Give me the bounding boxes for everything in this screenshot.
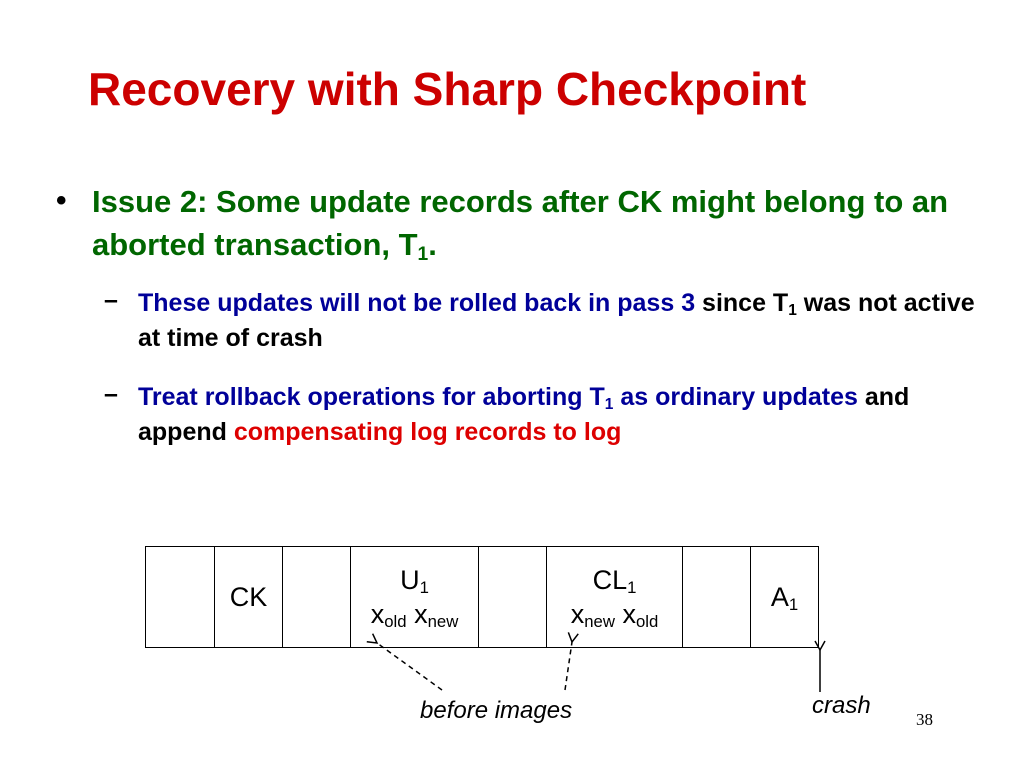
bullet-text-end: .	[428, 227, 437, 262]
update-value-2: x	[414, 599, 428, 629]
before-images-label: before images	[420, 697, 573, 724]
bullet-marker: •	[56, 184, 67, 217]
subbullet-2-blue-text-end: as ordinary updates	[613, 383, 858, 411]
bullet-text-main: Issue 2: Some update records after CK might belong to an aborted transaction, T	[92, 184, 949, 262]
update-value-1-subscript: old	[384, 612, 407, 632]
update-record-subscript: 1	[419, 578, 429, 598]
compensation-value-2: x	[622, 599, 636, 629]
abort-record-subscript: 1	[788, 595, 799, 615]
update-value-2-subscript: new	[427, 612, 459, 632]
crash-label: crash	[812, 692, 871, 719]
update-record-name: U	[400, 565, 420, 595]
update-value-1: x	[370, 599, 385, 629]
subbullet-2-marker: –	[104, 380, 118, 408]
before-image-arrow-2	[565, 642, 572, 690]
subbullet-2-blue-text: Treat rollback operations for aborting T	[138, 383, 605, 411]
subbullet-1-subscript: 1	[788, 301, 797, 319]
compensation-record-name: CL	[592, 565, 628, 595]
subbullet-2-black-text: and append	[138, 383, 910, 446]
subbullet-1-black-text: since T	[695, 289, 789, 317]
subbullet-1-marker: –	[104, 286, 118, 314]
abort-record-name: A	[770, 582, 789, 612]
before-image-arrow-1	[377, 643, 442, 690]
subbullet-2-red-text: compensating log records to log	[233, 418, 622, 446]
subbullet-1-black-text-end: was not active at time of crash	[138, 289, 975, 352]
bullet-subscript: 1	[417, 243, 429, 265]
subbullet-1-blue-text: These updates will not be rolled back in pass 3	[138, 289, 696, 317]
compensation-record-subscript: 1	[627, 578, 637, 598]
slide-title: Recovery with Sharp Checkpoint	[88, 63, 807, 115]
compensation-value-1-subscript: new	[584, 612, 615, 632]
page-number: 38	[916, 710, 933, 729]
compensation-value-1: x	[570, 599, 585, 629]
compensation-value-2-subscript: old	[635, 612, 659, 632]
subbullet-2-subscript: 1	[604, 395, 614, 413]
checkpoint-label: CK	[229, 582, 268, 612]
